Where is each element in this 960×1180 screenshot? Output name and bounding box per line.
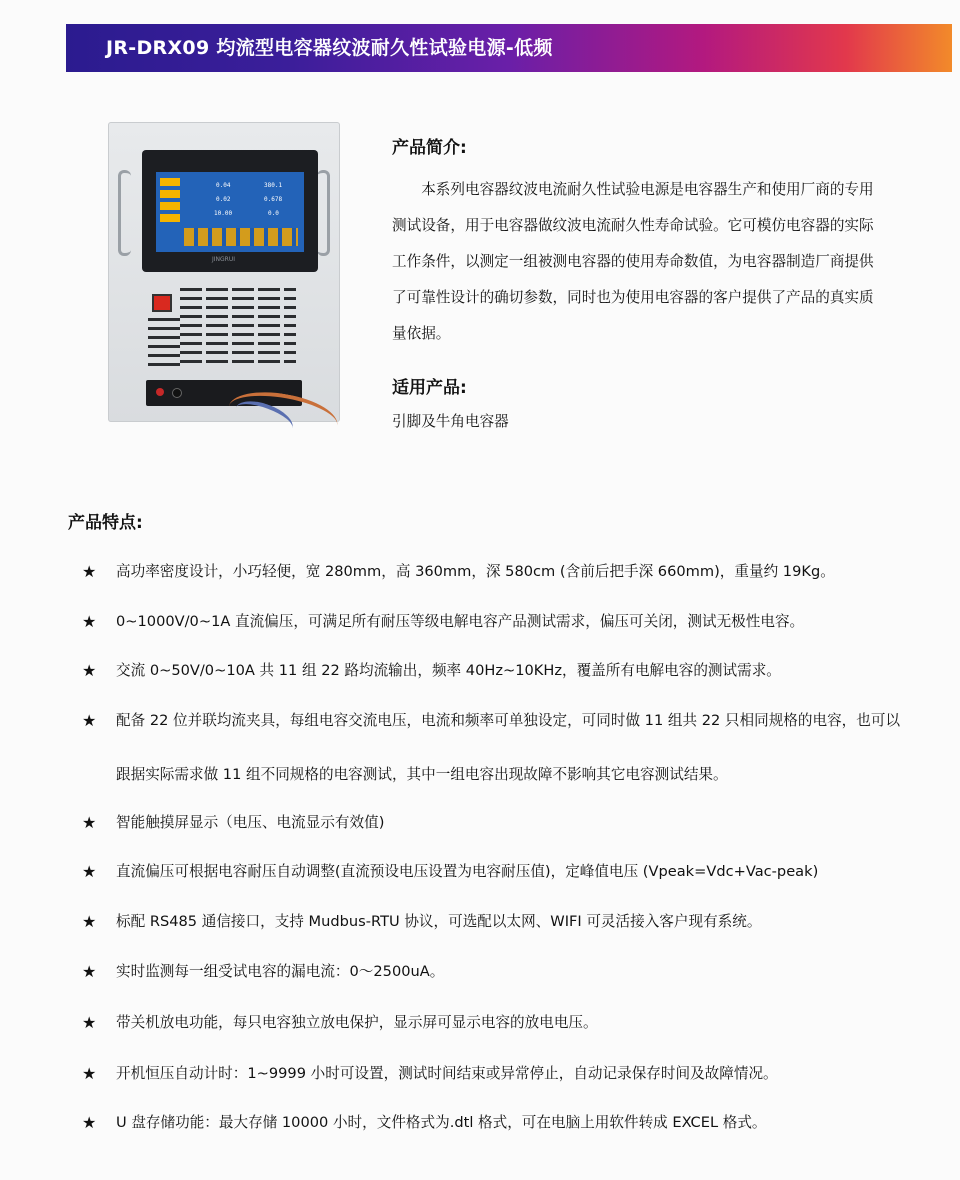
feature-text: 实时监测每一组受试电容的漏电流：0～2500uA。 <box>116 963 445 980</box>
feature-text: 配备 22 位并联均流夹具，每组电容交流电压，电流和频率可单独设定，可同时做 11 组共 22 只相同规格的电容，也可以跟据实际需求做 11 组不同规格的电容测试，其中一组电容出现故障不影响其它电容测试结果。 <box>116 712 901 783</box>
device-cabinet <box>108 122 340 422</box>
applicable-text: 引脚及牛角电容器 <box>392 413 509 430</box>
left-handle <box>118 170 131 256</box>
feature-text: 带关机放电功能，每只电容独立放电保护，显示屏可显示电容的放电电压。 <box>116 1014 598 1031</box>
star-icon: ★ <box>82 813 97 832</box>
feature-text: 交流 0~50V/0~10A 共 11 组 22 路均流输出，频率 40Hz~10KHz，覆盖所有电解电容的测试需求。 <box>116 662 781 679</box>
feature-text: 高功率密度设计，小巧轻便，宽 280mm，高 360mm，深 580cm (含前后把手深 660mm)，重量约 19Kg。 <box>116 563 835 580</box>
screen-value: 0.02 <box>216 196 231 203</box>
touchscreen-display <box>156 172 304 252</box>
screen-button <box>160 178 180 186</box>
feature-text: 标配 RS485 通信接口，支持 Mudbus-RTU 协议，可选配以太网、WIFI 可灵活接入客户现有系统。 <box>116 913 762 930</box>
vent-grille <box>180 288 296 368</box>
touchscreen-bezel <box>142 150 318 272</box>
screen-channel-grid <box>184 228 298 246</box>
star-icon: ★ <box>82 1113 97 1132</box>
page-title: JR-DRX09 均流型电容器纹波耐久性试验电源-低频 <box>106 37 553 59</box>
feature-text: 0~1000V/0~1A 直流偏压，可满足所有耐压等级电解电容产品测试需求，偏压可关闭，测试无极性电容。 <box>116 613 805 630</box>
screen-value: 0.04 <box>216 182 231 189</box>
star-icon: ★ <box>82 912 97 931</box>
screen-button <box>160 202 180 210</box>
star-icon: ★ <box>82 562 97 581</box>
terminal-red <box>156 388 164 396</box>
star-icon: ★ <box>82 612 97 631</box>
feature-text: 直流偏压可根据电容耐压自动调整(直流预设电压设置为电容耐压值)，定峰值电压 (Vpeak=Vdc+Vac-peak) <box>116 863 819 880</box>
screen-button <box>160 190 180 198</box>
title-banner <box>66 24 952 72</box>
screen-value: 380.1 <box>264 182 283 189</box>
star-icon: ★ <box>82 711 97 730</box>
star-icon: ★ <box>82 1013 97 1032</box>
feature-text: U 盘存储功能：最大存储 10000 小时，文件格式为.dtl 格式，可在电脑上用软件转成 EXCEL 格式。 <box>116 1114 767 1131</box>
power-switch <box>152 294 172 312</box>
feature-text: 开机恒压自动计时：1~9999 小时可设置，测试时间结束或异常停止，自动记录保存时间及故障情况。 <box>116 1065 778 1082</box>
star-icon: ★ <box>82 661 97 680</box>
screen-button <box>160 214 180 222</box>
intro-paragraph: 本系列电容器纹波电流耐久性试验电源是电容器生产和使用厂商的专用测试设备，用于电容器做纹波电流耐久性寿命试验。它可模仿电容器的实际工作条件，以测定一组被测电容器的使用寿命数值，为电容器制造厂商提供了可靠性设计的确切参数，同时也为使用电容器的客户提供了产品的真实质量依据。 <box>392 181 874 342</box>
features-heading: 产品特点: <box>68 513 143 533</box>
star-icon: ★ <box>82 1064 97 1083</box>
intro-heading: 产品简介: <box>392 138 467 158</box>
terminal-black <box>172 388 182 398</box>
vent-grille <box>148 318 180 368</box>
brand-logo: JINGRUI <box>212 256 236 263</box>
screen-value: 0.0 <box>268 210 279 217</box>
star-icon: ★ <box>82 862 97 881</box>
screen-value: 0.678 <box>264 196 283 203</box>
star-icon: ★ <box>82 962 97 981</box>
right-handle <box>317 170 330 256</box>
applicable-heading: 适用产品: <box>392 378 467 398</box>
screen-value: 10.00 <box>214 210 233 217</box>
feature-text: 智能触摸屏显示（电压、电流显示有效值) <box>116 814 385 831</box>
product-photo <box>104 122 344 432</box>
